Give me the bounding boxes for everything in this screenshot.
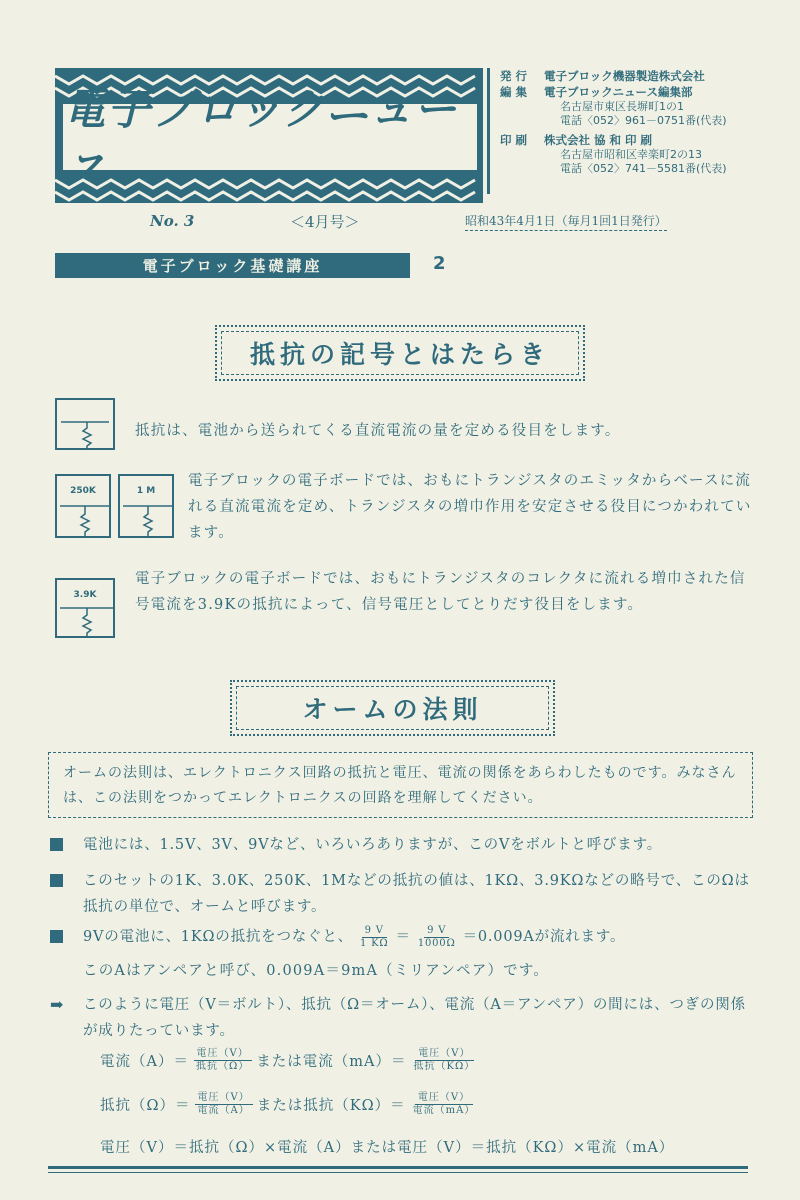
- resistor-label-3-9k: 3.9K: [73, 590, 97, 600]
- section-heading-ohm: [230, 680, 555, 736]
- printer-role: 印刷: [500, 133, 531, 147]
- publisher-info: [487, 68, 747, 194]
- editor-phone: 電話〈052〉961－0751番(代表): [560, 114, 727, 127]
- issue-month: ＜4月号＞: [290, 212, 360, 231]
- ohm-intro-box: オームの法則は、エレクトロニクス回路の抵抗と電圧、電流の関係をあらわしたものです。みなさんは、この法則をつかってエレクトロニクスの回路を理解してください。: [48, 752, 753, 818]
- resistor-box-250k: [55, 474, 111, 538]
- printer-phone: 電話〈052〉741－5581番(代表): [560, 162, 727, 175]
- bullet-ohm-text: このセットの1K、3.0K、250K、1Mなどの抵抗の値は、1KΩ、3.9KΩなどの略号で、このΩは抵抗の単位で、オームと呼びます。: [83, 873, 750, 915]
- square-bullet-icon: [50, 874, 63, 887]
- resistor-symbol-icon: [57, 580, 117, 640]
- bullet-ampere-pre: 9Vの電池に、1KΩの抵抗をつなぐと、: [83, 929, 353, 945]
- resistor-symbol-box: [55, 398, 115, 450]
- resistor-box-1m: [118, 474, 174, 538]
- publisher-role: 発行: [500, 69, 531, 83]
- bullet-volt-text: 電池には、1.5V、3V、9Vなど、いろいろありますが、このVをボルトと呼びます。: [83, 837, 663, 853]
- printer-name: 株式会社 協 和 印 刷: [544, 133, 653, 147]
- bullet-ohm: [50, 868, 755, 920]
- masthead-title: 電子ブロックニュース: [63, 104, 477, 170]
- resistor-para-3: 電子ブロックの電子ボードでは、おもにトランジスタのコレクタに流れる増巾された信号電流を3.9Kの抵抗によって、信号電圧としてとりだす役目をします。: [135, 571, 746, 613]
- fraction-9v-1k: $\frac{9 V}{1 K\Omega}$: [359, 924, 389, 949]
- section-heading-resistor-text: 抵抗の記号とはたらき: [221, 331, 579, 375]
- issue-number: No. 3: [150, 212, 195, 230]
- editor-address: 名古屋市東区長塀町1の1: [560, 100, 684, 113]
- right-arrow-icon: ➡: [50, 995, 65, 1014]
- editor-role: 編集: [500, 85, 531, 99]
- formula-voltage: 電圧（V）＝抵抗（Ω）×電流（A）または電圧（V）＝抵抗（KΩ）×電流（mA）: [100, 1140, 675, 1156]
- square-bullet-icon: [50, 930, 63, 943]
- section-heading-ohm-text: オームの法則: [236, 686, 549, 730]
- bullet-ampere-post: ＝0.009Aが流れます。: [462, 929, 626, 945]
- resistor-para-2: 電子ブロックの電子ボードでは、おもにトランジスタのエミッタからベースに流れる直流電流を定め、トランジスタの増巾作用を安定させる役目につかわれています。: [188, 473, 752, 541]
- lecture-band: 電子ブロック基礎講座: [55, 253, 410, 278]
- issue-date: 昭和43年4月1日（毎月1回1日発行）: [465, 212, 667, 231]
- formula-resistance: 抵抗（Ω）＝ $\frac{\text{電圧（V）}}{\text{電流（A）}}$ または抵抗（KΩ）＝ $\frac{\text{電圧（V）}}{\text{電流（mA）}}$: [100, 1092, 476, 1116]
- issue-line: [150, 210, 750, 232]
- bottom-rule-thin: [48, 1172, 748, 1173]
- fraction-9v-1000: $\frac{9 V}{1000\Omega}$: [417, 924, 456, 949]
- resistor-symbol-icon: [120, 476, 176, 540]
- arrow-relation: [50, 992, 755, 1044]
- editor-name: 電子ブロックニュース編集部: [544, 85, 693, 99]
- bottom-rule: [48, 1166, 748, 1169]
- bullet-volt: [50, 832, 755, 858]
- publisher-name: 電子ブロック機器製造株式会社: [544, 69, 705, 83]
- bullet-ampere: 9Vの電池に、1KΩの抵抗をつなぐと、 $\frac{9 V}{1 K\Omega}$ ＝ $\frac{9 V}{1000\Omega}$ ＝0.009Aが流れます。: [50, 924, 755, 950]
- lecture-number: 2: [433, 253, 446, 274]
- masthead-banner: [55, 68, 483, 203]
- resistor-symbol-icon: [57, 400, 117, 452]
- resistor-symbol-icon: [57, 476, 113, 540]
- resistor-label-1m: 1 M: [136, 486, 156, 496]
- resistor-para-1: 抵抗は、電池から送られてくる直流電流の量を定める役目をします。: [135, 423, 621, 439]
- resistor-label-250k: 250K: [70, 486, 96, 496]
- bullet-ampere-line2: このAはアンペアと呼び、0.009A＝9mA（ミリアンペア）です。: [83, 963, 550, 979]
- square-bullet-icon: [50, 838, 63, 851]
- printer-address: 名古屋市昭和区幸楽町2の13: [560, 148, 702, 161]
- arrow-relation-text: このように電圧（V＝ボルト）、抵抗（Ω＝オーム）、電流（A＝アンペア）の間には、つぎの関係が成りたっています。: [83, 997, 746, 1039]
- section-heading-resistor: [215, 325, 585, 381]
- resistor-box-3-9k: [55, 578, 115, 638]
- formula-current: 電流（A）＝ $\frac{\text{電圧（V）}}{\text{抵抗（Ω）}}$ または電流（mA）＝ $\frac{\text{電圧（V）}}{\text{抵抗（KΩ）}}$: [100, 1048, 476, 1072]
